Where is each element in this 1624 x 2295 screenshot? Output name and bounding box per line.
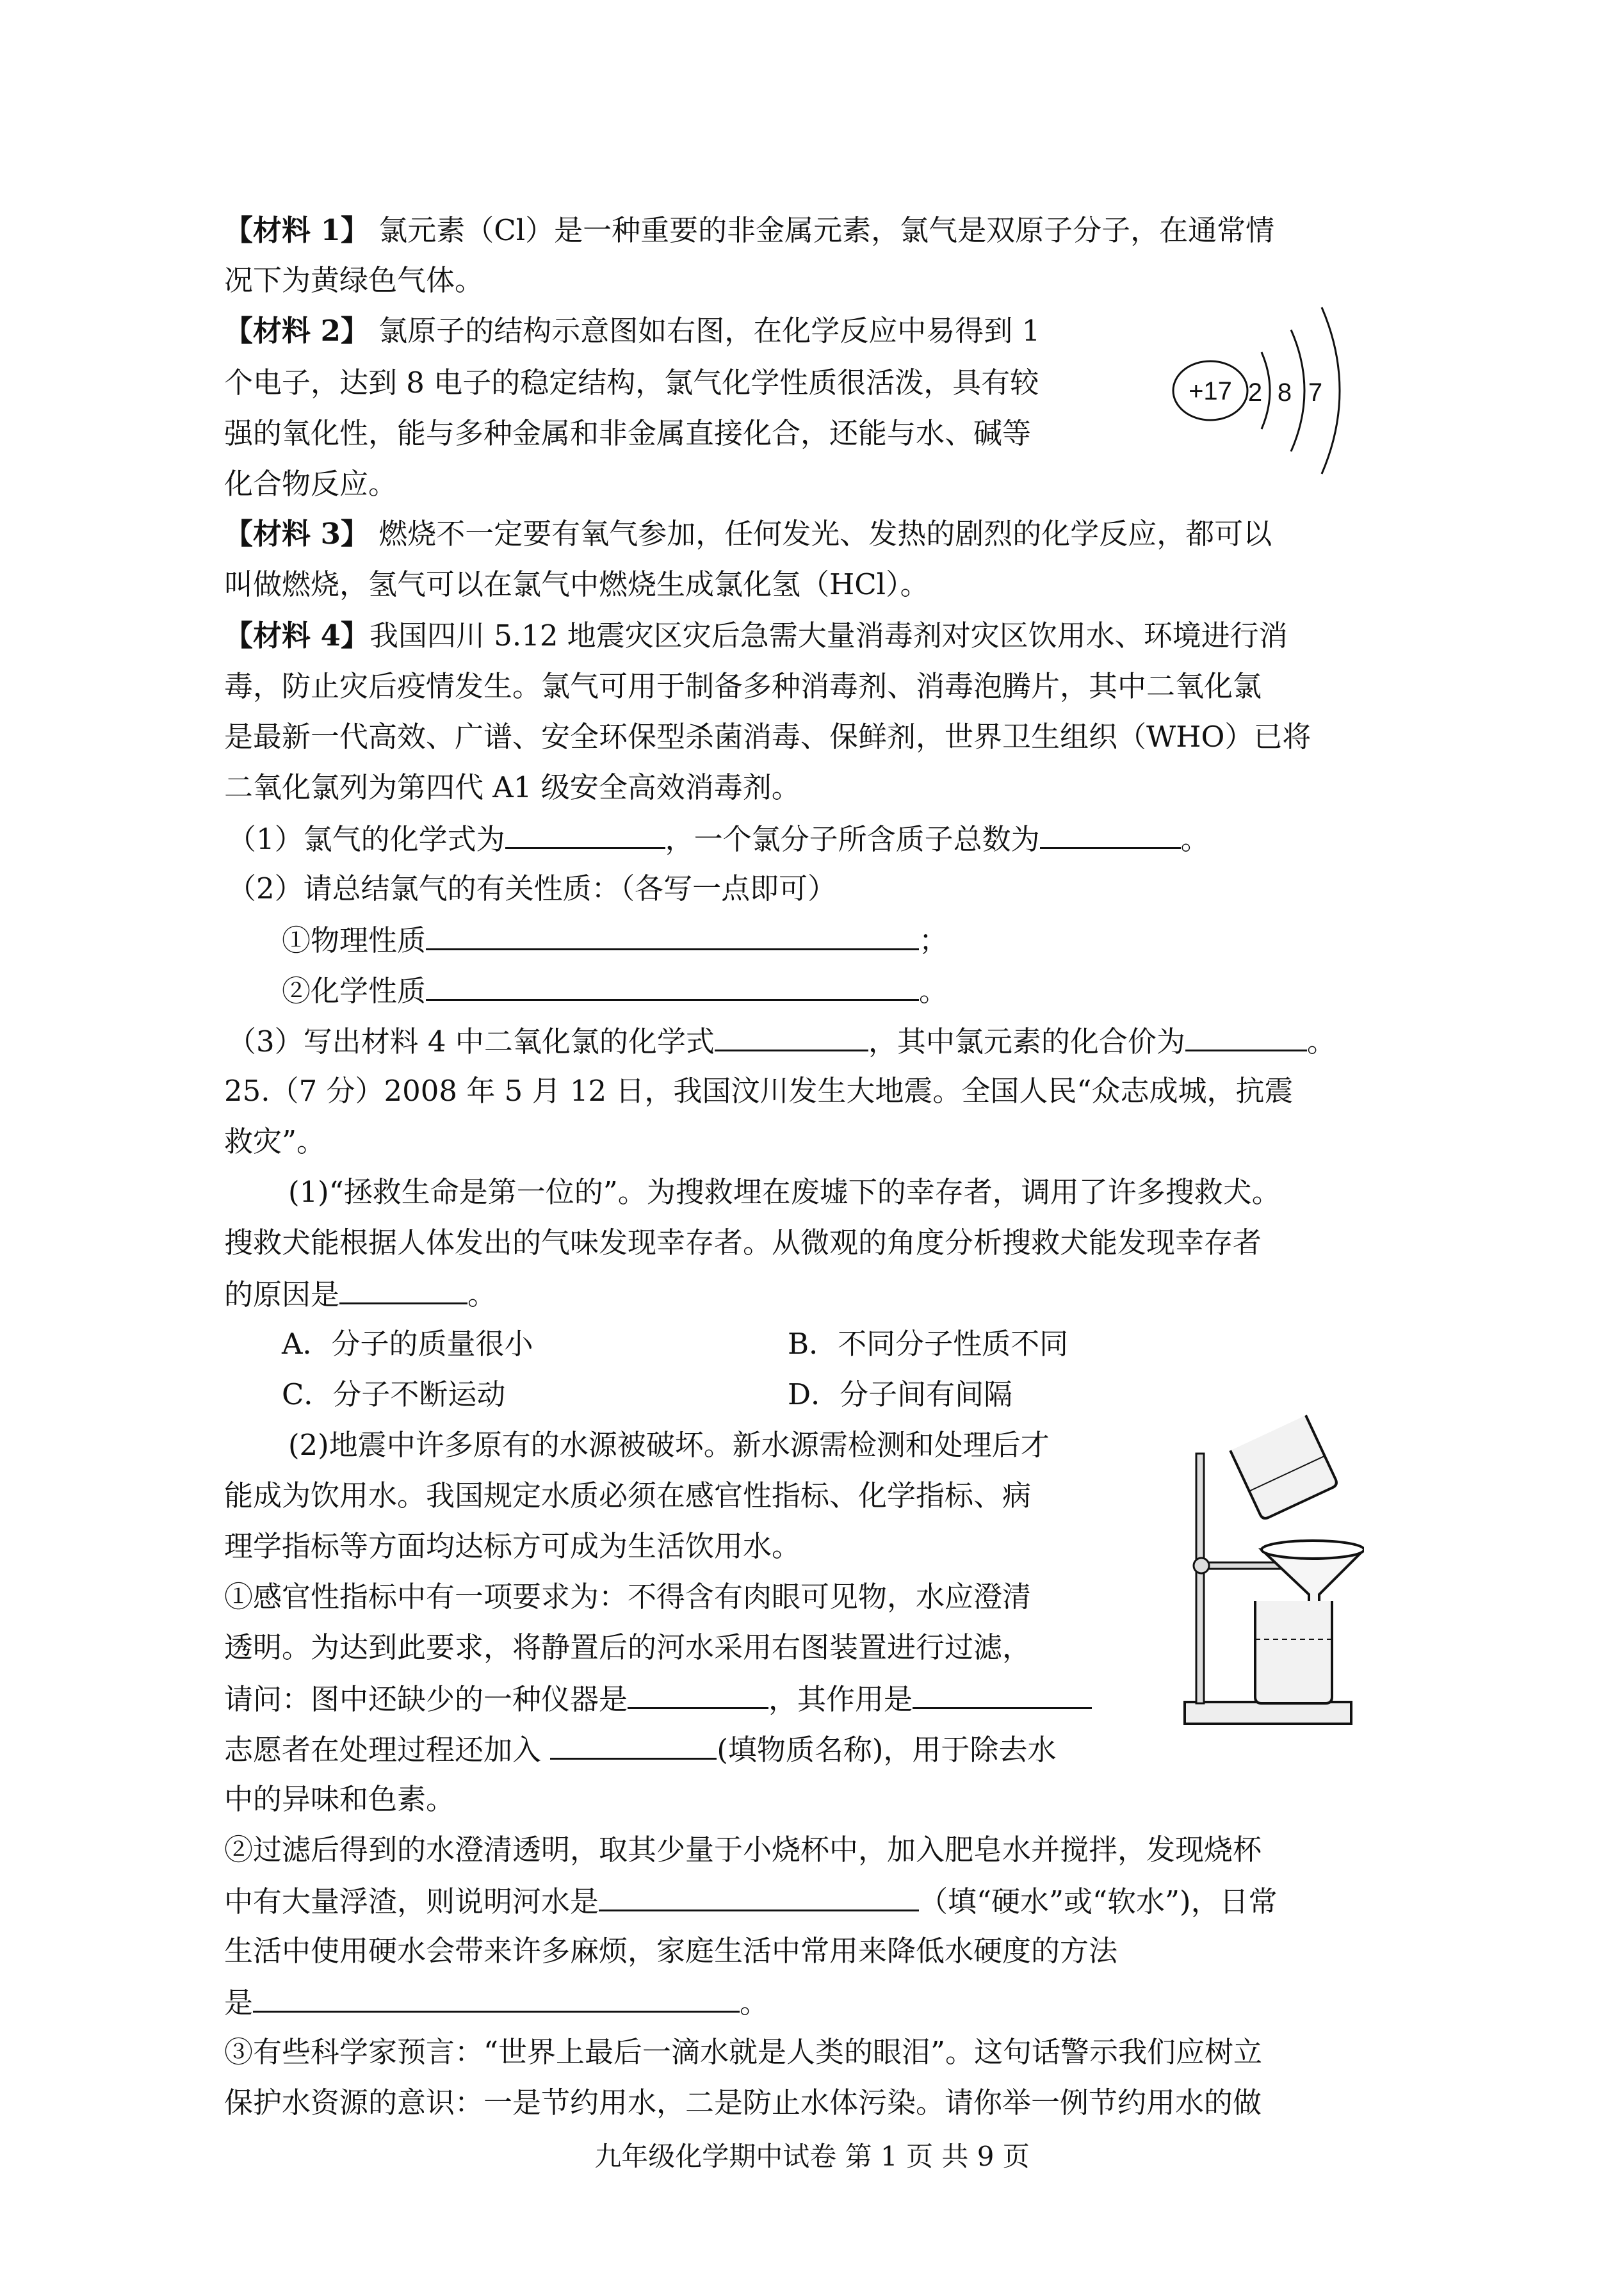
material4-text1: 我国四川 5.12 地震灾区灾后急需大量消毒剂对灾区饮用水、环境进行消	[369, 619, 1288, 653]
q25-sub2-line1: ②过滤后得到的水澄清透明，取其少量于小烧杯中，加入肥皂水并搅拌，发现烧杯	[224, 1833, 1262, 1867]
q2-physical-blank[interactable]	[426, 920, 919, 950]
stand-base	[1185, 1702, 1351, 1724]
chlorine-atom-diagram	[1165, 295, 1370, 487]
q1-blank-protons[interactable]	[1040, 819, 1181, 849]
material2-line3: 强的氧化性，能与多种金属和非金属直接化合，还能与水、碱等	[224, 416, 1032, 450]
material2-line1	[224, 312, 1040, 350]
q25-line1: 25.（7 分）2008 年 5 月 12 日，我国汶川发生大地震。全国人民“众志成城，抗震	[224, 1074, 1294, 1108]
filtration-apparatus-figure	[1172, 1409, 1364, 1742]
q25-sub2-text-d: 。	[740, 1986, 769, 2020]
q2-chemical-end: 。	[919, 974, 948, 1008]
q25-sub2-line3: 生活中使用硬水会带来许多麻烦，家庭生活中常用来降低水硬度的方法	[224, 1934, 1118, 1968]
material1-text1: 氯元素（Cl）是一种重要的非金属元素，氯气是双原子分子，在通常情	[369, 213, 1275, 247]
q25-sub1-line4	[224, 1730, 1056, 1769]
q25-part2-line1: (2)地震中许多原有的水源被破坏。新水源需检测和处理后才	[288, 1428, 1050, 1462]
q25-part1-line2: 搜救犬能根据人体发出的气味发现幸存者。从微观的角度分析搜救犬能发现幸存者	[224, 1226, 1262, 1260]
q25-part2-line3: 理学指标等方面均达标方可成为生活饮用水。	[224, 1529, 801, 1563]
q3-blank-valence[interactable]	[1185, 1021, 1307, 1051]
q3-blank-formula[interactable]	[715, 1021, 868, 1051]
q25-sub2-text-a: 中有大量浮渣，则说明河水是	[224, 1885, 599, 1918]
q25-softening-method-blank[interactable]	[253, 1983, 740, 2013]
material4-line2: 毒，防止灾后疫情发生。氯气可用于制备多种消毒剂、消毒泡腾片，其中二氧化氯	[224, 669, 1262, 703]
atom-nucleus-label: +17	[1189, 377, 1232, 405]
stand-rod	[1196, 1454, 1204, 1703]
q2-physical-label: ①物理性质	[282, 923, 426, 957]
material1-line1	[224, 211, 1274, 250]
material2-line2: 个电子，达到 8 电子的稳定结构，氯气化学性质很活泼，具有较	[224, 366, 1039, 400]
material4-tag: 【材料 4】	[224, 619, 369, 653]
material1-tag: 【材料 1】	[224, 213, 369, 247]
material3-tag: 【材料 3】	[224, 517, 369, 551]
q25-sub2-line4	[224, 1983, 768, 2022]
question-2-intro: （2）请总结氯气的有关性质：（各写一点即可）	[227, 872, 837, 905]
option-a[interactable]: A．分子的质量很小	[282, 1327, 533, 1361]
q25-missing-instrument-blank[interactable]	[628, 1679, 768, 1709]
receiving-beaker	[1255, 1601, 1332, 1703]
material3-line1	[224, 515, 1272, 553]
question-3	[227, 1021, 1336, 1061]
q3-text-a: （3）写出材料 4 中二氧化氯的化学式	[227, 1025, 715, 1058]
material2-text1: 氯原子的结构示意图如右图，在化学反应中易得到 1	[369, 314, 1041, 348]
q2-chemical-blank[interactable]	[426, 971, 919, 1001]
q1-text-b: ，一个氯分子所含质子总数为	[665, 822, 1040, 856]
q25-sub1-text-b: ，其作用是	[768, 1682, 913, 1716]
q25-part1-line1: (1)“拯救生命是第一位的”。为搜救埋在废墟下的幸存者，调用了许多搜救犬。	[288, 1175, 1281, 1209]
option-c[interactable]: C．分子不断运动	[282, 1377, 506, 1411]
material3-line2: 叫做燃烧，氢气可以在氯气中燃烧生成氯化氢（HCl）。	[224, 567, 929, 601]
q1-text-a: （1）氯气的化学式为	[227, 822, 505, 856]
q1-text-c: 。	[1180, 822, 1210, 856]
q25-sub1-text-c: 志愿者在处理过程还加入	[224, 1733, 551, 1767]
q25-sub3-line2: 保护水资源的意识：一是节约用水，二是防止水体污染。请你举一例节约用水的做	[224, 2086, 1262, 2120]
q25-part1-line3	[224, 1274, 496, 1314]
material4-line4: 二氧化氯列为第四代 A1 级安全高效消毒剂。	[224, 770, 800, 804]
q25-part1-end: 。	[467, 1277, 497, 1311]
q25-sub1-text-d: (填物质名称)，用于除去水	[717, 1733, 1057, 1767]
q25-sub2-text-b: （填“硬水”或“软水”)，日常	[919, 1885, 1278, 1918]
material2-line4: 化合物反应。	[224, 467, 398, 501]
q2-chemical-label: ②化学性质	[282, 974, 426, 1008]
option-d[interactable]: D．分子间有间隔	[788, 1377, 1013, 1411]
q25-instrument-function-blank[interactable]	[913, 1679, 1092, 1709]
q25-sub1-line5: 中的异味和色素。	[224, 1782, 455, 1816]
option-b[interactable]: B．不同分子性质不同	[788, 1327, 1069, 1361]
material3-text1: 燃烧不一定要有氧气参加，任何发光、发热的剧烈的化学反应，都可以	[369, 517, 1272, 551]
q25-part1-text: 的原因是	[224, 1277, 340, 1311]
q25-part1-blank[interactable]	[339, 1274, 467, 1304]
shell-3-electrons: 7	[1308, 378, 1323, 407]
q25-sub1-text-a: 请问：图中还缺少的一种仪器是	[224, 1682, 628, 1716]
material2-tag: 【材料 2】	[224, 314, 369, 348]
question-2-chemical	[282, 971, 948, 1010]
material1-line2: 况下为黄绿色气体。	[224, 263, 484, 297]
page-footer: 九年级化学期中试卷 第 1 页 共 9 页	[594, 2141, 1030, 2172]
q25-line2: 救灾”。	[224, 1124, 326, 1158]
material4-line1	[224, 617, 1288, 655]
q3-text-c: 。	[1306, 1025, 1336, 1058]
shell-2-electrons: 8	[1277, 378, 1292, 407]
q25-sub1-line2: 透明。为达到此要求，将静置后的河水采用右图装置进行过滤，	[224, 1630, 1032, 1664]
q25-sub2-text-c: 是	[224, 1986, 254, 2020]
q25-sub1-line1: ①感官性指标中有一项要求为：不得含有肉眼可见物，水应澄清	[224, 1580, 1032, 1614]
q25-part2-line2: 能成为饮用水。我国规定水质必须在感官性指标、化学指标、病	[224, 1479, 1032, 1512]
q25-sub1-line3	[224, 1679, 1092, 1719]
q25-sub2-line2	[224, 1881, 1278, 1921]
question-1	[227, 819, 1210, 859]
q25-hard-soft-blank[interactable]	[599, 1881, 919, 1911]
q2-physical-end: ；	[919, 923, 948, 957]
shell-1-electrons: 2	[1247, 378, 1263, 407]
q25-sub3-line1: ③有些科学家预言：“世界上最后一滴水就是人类的眼泪”。这句话警示我们应树立	[224, 2035, 1263, 2069]
question-2-physical	[282, 920, 948, 960]
material4-line3: 是最新一代高效、广谱、安全环保型杀菌消毒、保鲜剂，世界卫生组织（WHO）已将	[224, 720, 1311, 754]
q1-blank-formula[interactable]	[505, 819, 665, 849]
q25-substance-blank[interactable]	[550, 1730, 717, 1760]
q3-text-b: ，其中氯元素的化合价为	[868, 1025, 1185, 1058]
